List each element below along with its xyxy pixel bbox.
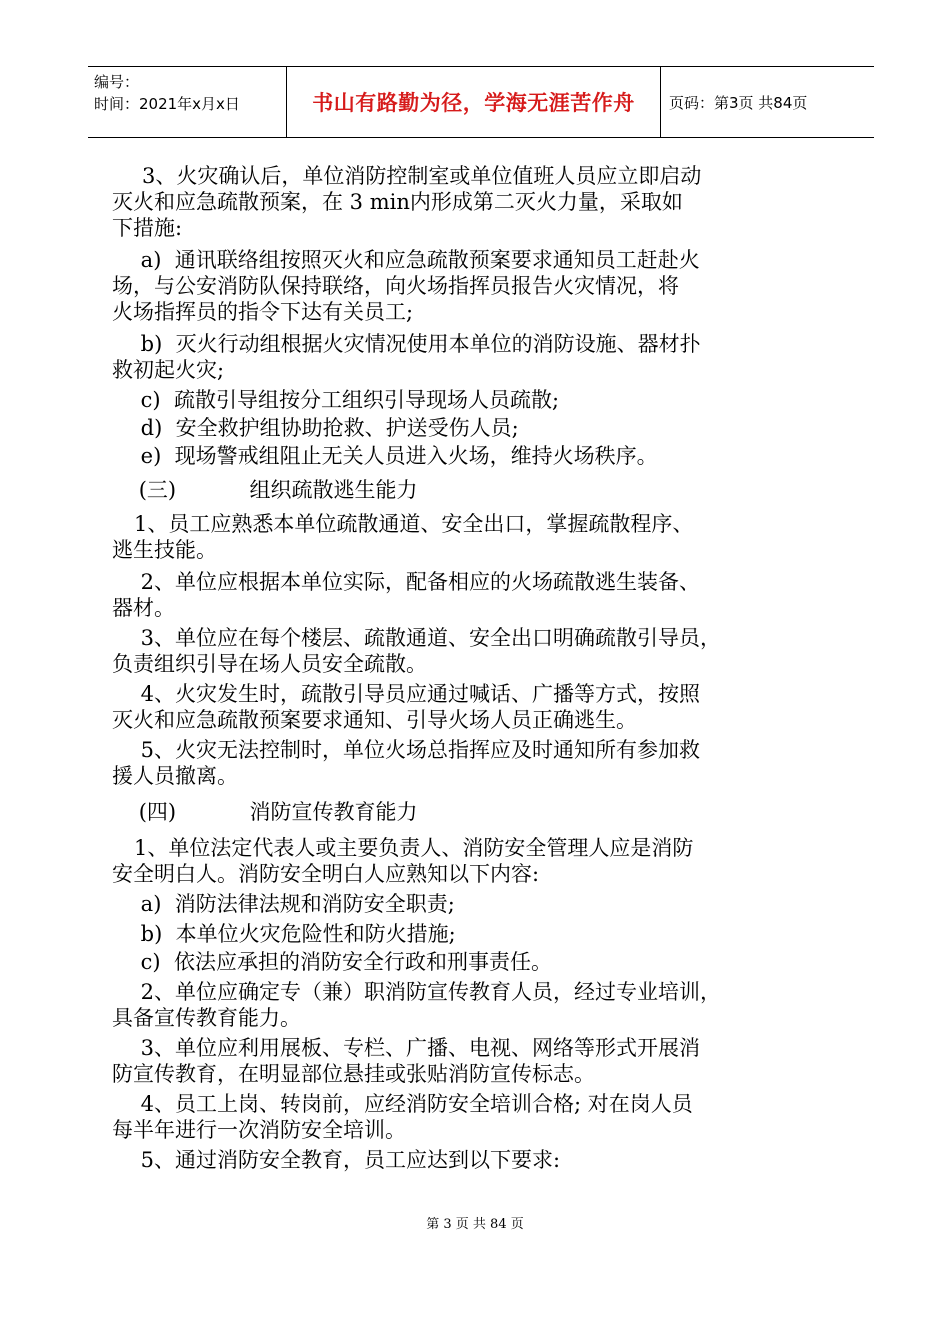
body-line: 火场指挥员的指令下达有关员工; xyxy=(112,300,414,324)
body-line: (三) 组织疏散逃生能力 xyxy=(112,478,418,502)
body-line: 4、员工上岗、转岗前，应经消防安全培训合格; 对在岗人员 xyxy=(134,1092,693,1116)
body-line: b) 本单位火灾危险性和防火措施; xyxy=(134,922,456,946)
body-line: 负责组织引导在场人员安全疏散。 xyxy=(112,652,427,676)
body-line: 救初起火灾; xyxy=(112,358,225,382)
body-line: d) 安全救护组协助抢救、护送受伤人员; xyxy=(134,416,519,440)
body-line: e) 现场警戒组阻止无关人员进入火场，维持火场秩序。 xyxy=(134,444,658,468)
body-line: 灭火和应急疏散预案要求通知、引导火场人员正确逃生。 xyxy=(112,708,637,732)
body-line: 2、单位应确定专（兼）职消防宣传教育人员，经过专业培训， xyxy=(134,980,722,1004)
motto-text: 书山有路勤为径，学海无涯苦作舟 xyxy=(312,91,635,115)
body-line: 场，与公安消防队保持联络，向火场指挥员报告火灾情况，将 xyxy=(112,274,679,298)
body-line: 每半年进行一次消防安全培训。 xyxy=(112,1118,406,1142)
body-line: c) 依法应承担的消防安全行政和刑事责任。 xyxy=(134,950,552,974)
page-footer: 第 3 页 共 84 页 xyxy=(426,1217,524,1232)
body-line: 器材。 xyxy=(112,596,175,620)
body-line: 逃生技能。 xyxy=(112,538,217,562)
body-line: 1、单位法定代表人或主要负责人、消防安全管理人应是消防 xyxy=(134,836,694,860)
body-line: 4、火灾发生时，疏散引导员应通过喊话、广播等方式，按照 xyxy=(134,682,701,706)
body-line: (四) 消防宣传教育能力 xyxy=(112,800,418,824)
body-line: 下措施: xyxy=(112,216,183,240)
page-header xyxy=(88,66,874,138)
body-line: 防宣传教育，在明显部位悬挂或张贴消防宣传标志。 xyxy=(112,1062,595,1086)
header-motto-cell xyxy=(287,67,661,137)
body-line: 具备宣传教育能力。 xyxy=(112,1006,301,1030)
body-line: 安全明白人。消防安全明白人应熟知以下内容: xyxy=(112,862,540,886)
body-line: 3、单位应在每个楼层、疏散通道、安全出口明确疏散引导员， xyxy=(134,626,722,650)
body-line: 5、通过消防安全教育，员工应达到以下要求: xyxy=(134,1148,561,1172)
body-line: 3、单位应利用展板、专栏、广播、电视、网络等形式开展消 xyxy=(134,1036,701,1060)
body-line: 5、火灾无法控制时，单位火场总指挥应及时通知所有参加救 xyxy=(134,738,701,762)
body-line: 2、单位应根据本单位实际，配备相应的火场疏散逃生装备、 xyxy=(134,570,701,594)
page-info: 页码：第3页 共84页 xyxy=(669,93,808,112)
body-line: b) 灭火行动组根据火灾情况使用本单位的消防设施、器材扑 xyxy=(134,332,701,356)
body-line: 1、员工应熟悉本单位疏散通道、安全出口，掌握疏散程序、 xyxy=(134,512,694,536)
serial-label: 编号： xyxy=(94,73,140,91)
header-page-cell xyxy=(661,67,874,137)
body-line: a) 消防法律法规和消防安全职责; xyxy=(134,892,455,916)
body-line: 3、火灾确认后，单位消防控制室或单位值班人员应立即启动 xyxy=(142,164,702,188)
body-line: 灭火和应急疏散预案，在 3 min内形成第二灭火力量，采取如 xyxy=(112,190,683,214)
body-line: a) 通讯联络组按照灭火和应急疏散预案要求通知员工赶赴火 xyxy=(134,248,700,272)
body-line: c) 疏散引导组按分工组织引导现场人员疏散; xyxy=(134,388,560,412)
body-line: 援人员撤离。 xyxy=(112,764,238,788)
time-label: 时间：2021年x月x日 xyxy=(94,95,240,113)
header-meta-cell xyxy=(88,67,287,137)
